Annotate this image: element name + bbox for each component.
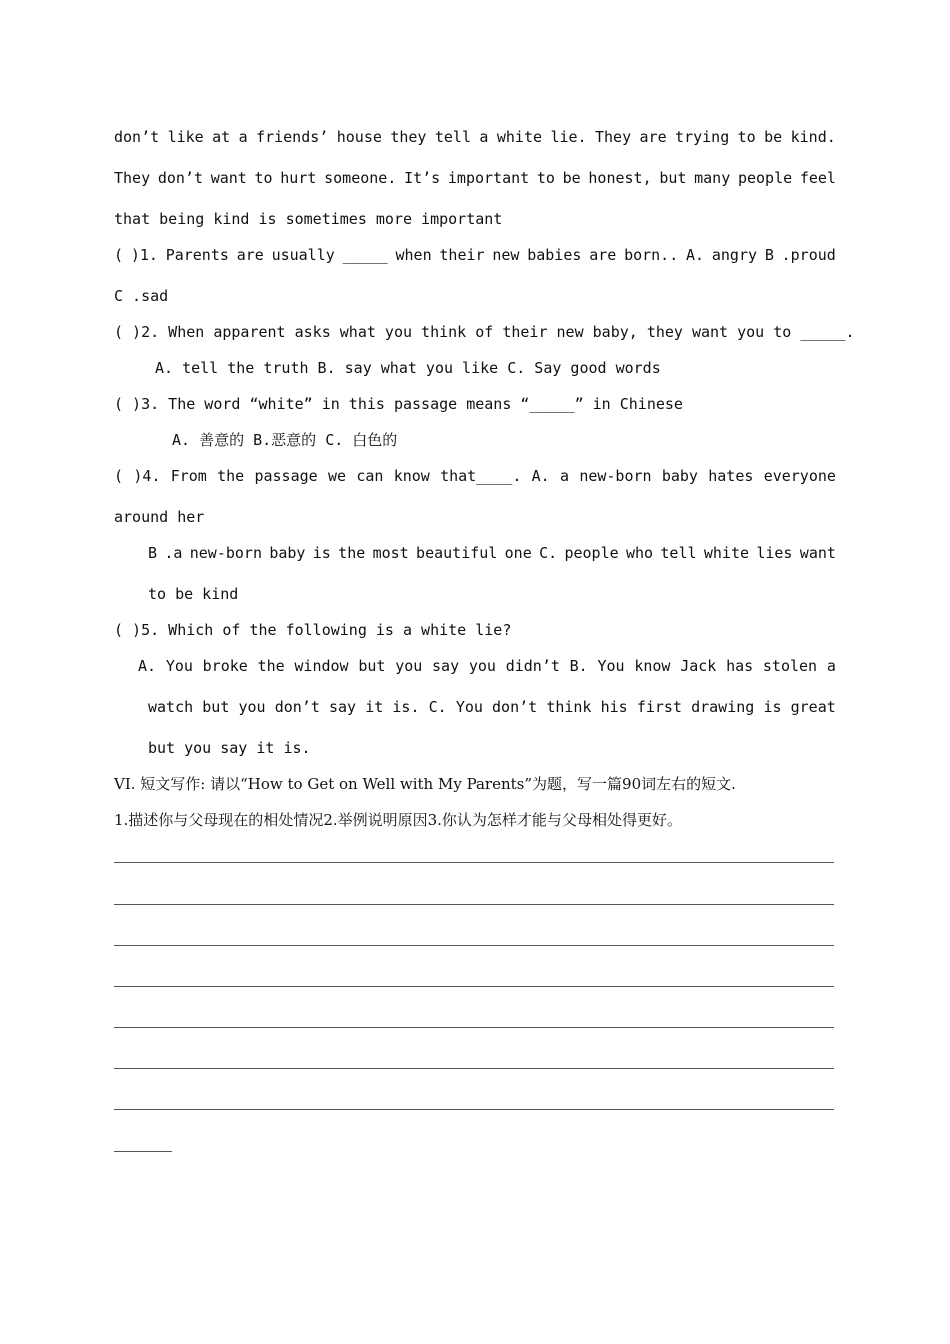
word: kind. bbox=[790, 128, 836, 146]
word: You bbox=[165, 657, 193, 675]
answer-line-7[interactable] bbox=[114, 1109, 834, 1110]
word: it bbox=[365, 698, 384, 716]
word: stolen bbox=[762, 657, 818, 675]
answer-line-5[interactable] bbox=[114, 1027, 834, 1028]
word: everyone bbox=[763, 467, 836, 485]
word: lie. bbox=[550, 128, 587, 146]
word: Parents bbox=[165, 246, 229, 264]
question-5-options-line-2 bbox=[148, 697, 836, 717]
passage-line-3: that being kind is sometimes more important bbox=[114, 210, 503, 228]
word: passage bbox=[254, 467, 318, 485]
word: don’t bbox=[492, 698, 538, 716]
word: C. bbox=[428, 698, 447, 716]
word: think bbox=[546, 698, 592, 716]
word: people bbox=[564, 544, 619, 562]
word: You bbox=[597, 657, 625, 675]
word: window bbox=[294, 657, 349, 675]
word: white bbox=[703, 544, 750, 562]
question-1-continuation: C .sad bbox=[114, 287, 169, 305]
word: a bbox=[479, 128, 489, 146]
word: _____ bbox=[342, 246, 388, 264]
word: broke bbox=[202, 657, 248, 675]
word: the bbox=[257, 657, 285, 675]
word: say bbox=[329, 698, 357, 716]
word: hates bbox=[708, 467, 754, 485]
word: born.. bbox=[624, 246, 679, 264]
word: white bbox=[496, 128, 543, 146]
word: to bbox=[254, 169, 273, 187]
word: who bbox=[625, 544, 654, 562]
answer-line-4[interactable] bbox=[114, 986, 834, 987]
word: feel bbox=[799, 169, 836, 187]
word: they bbox=[390, 128, 427, 146]
word: we bbox=[327, 467, 347, 485]
passage-line-1 bbox=[114, 127, 836, 147]
word: at bbox=[212, 128, 231, 146]
word: hurt bbox=[280, 169, 317, 187]
writing-heading: VI. 短文写作: 请以“How to Get on Well with My Parents”为题，写一篇90词左右的短文. bbox=[114, 775, 736, 793]
word: is bbox=[312, 544, 331, 562]
answer-line-2[interactable] bbox=[114, 904, 834, 905]
word: baby bbox=[269, 544, 306, 562]
question-4-options-line-1 bbox=[148, 543, 836, 563]
word: B bbox=[148, 544, 158, 562]
word: the bbox=[217, 467, 245, 485]
word: the bbox=[338, 544, 366, 562]
word: are bbox=[236, 246, 264, 264]
word: a bbox=[560, 467, 570, 485]
word: important bbox=[447, 169, 530, 187]
question-3-options: A. 善意的 B.恶意的 C. 白色的 bbox=[172, 431, 398, 449]
word: baby bbox=[661, 467, 698, 485]
word: B. bbox=[569, 657, 588, 675]
word: usually bbox=[271, 246, 335, 264]
word: to bbox=[737, 128, 756, 146]
word: want bbox=[799, 544, 836, 562]
word: .a bbox=[164, 544, 183, 562]
word: B bbox=[764, 246, 774, 264]
word: Jack bbox=[680, 657, 717, 675]
word: like bbox=[167, 128, 204, 146]
word: to bbox=[536, 169, 555, 187]
word: house bbox=[336, 128, 382, 146]
word: a bbox=[826, 657, 836, 675]
word: C. bbox=[539, 544, 558, 562]
word: tell bbox=[434, 128, 471, 146]
question-2-stem: ( )2. When apparent asks what you think of their new baby, they want you to _____. bbox=[114, 323, 855, 341]
word: They bbox=[114, 169, 151, 187]
word: know bbox=[393, 467, 430, 485]
word: don’t bbox=[157, 169, 203, 187]
question-4-continuation: around her bbox=[114, 508, 205, 526]
word: A. bbox=[138, 657, 157, 675]
question-4-options-line-2: to be kind bbox=[148, 585, 239, 603]
word: is bbox=[763, 698, 782, 716]
word: It’s bbox=[404, 169, 441, 187]
word: )4. bbox=[133, 467, 161, 485]
question-5-options-line-3: but you say it is. bbox=[148, 739, 311, 757]
question-5-options-line-1 bbox=[138, 656, 836, 676]
word: is. bbox=[392, 698, 420, 716]
word: first bbox=[636, 698, 682, 716]
word: can bbox=[356, 467, 384, 485]
word: didn’t bbox=[505, 657, 560, 675]
word: say bbox=[432, 657, 460, 675]
writing-instructions: 1.描述你与父母现在的相处情况2.举例说明原因3.你认为怎样才能与父母相处得更好。 bbox=[114, 811, 682, 829]
word: babies bbox=[527, 246, 582, 264]
word: someone. bbox=[324, 169, 397, 187]
question-5-stem: ( )5. Which of the following is a white lie? bbox=[114, 621, 512, 639]
word: many bbox=[694, 169, 731, 187]
word: but bbox=[202, 698, 230, 716]
word: new-born bbox=[579, 467, 652, 485]
word: trying bbox=[675, 128, 730, 146]
question-4-stem bbox=[114, 466, 836, 486]
word: that____. bbox=[440, 467, 522, 485]
word: a bbox=[238, 128, 248, 146]
word: when bbox=[395, 246, 432, 264]
word: are bbox=[639, 128, 667, 146]
question-2-options: A. tell the truth B. say what you like C. Say good words bbox=[155, 359, 661, 377]
word: watch bbox=[148, 698, 194, 716]
passage-line-2 bbox=[114, 168, 836, 188]
word: A. bbox=[531, 467, 550, 485]
word: A. bbox=[686, 246, 705, 264]
answer-line-8[interactable] bbox=[114, 1151, 172, 1152]
word: tell bbox=[660, 544, 697, 562]
word: angry bbox=[711, 246, 758, 264]
word: great bbox=[790, 698, 836, 716]
word: be bbox=[764, 128, 783, 146]
word: don’t bbox=[114, 128, 160, 146]
word: drawing bbox=[691, 698, 755, 716]
word: lies bbox=[756, 544, 793, 562]
word: people bbox=[737, 169, 793, 187]
word: new-born bbox=[189, 544, 262, 562]
word: their bbox=[439, 246, 485, 264]
answer-line-6[interactable] bbox=[114, 1068, 834, 1069]
word: honest, bbox=[588, 169, 652, 187]
answer-line-1[interactable] bbox=[114, 862, 834, 863]
word: beautiful bbox=[416, 544, 498, 562]
word: They bbox=[594, 128, 632, 146]
word: you bbox=[395, 657, 423, 675]
word: but bbox=[659, 169, 687, 187]
answer-line-3[interactable] bbox=[114, 945, 834, 946]
word: new bbox=[492, 246, 520, 264]
word: are bbox=[589, 246, 617, 264]
word: You bbox=[455, 698, 483, 716]
word: don’t bbox=[274, 698, 320, 716]
word: .proud bbox=[781, 246, 836, 264]
word: his bbox=[600, 698, 628, 716]
word: most bbox=[372, 544, 409, 562]
word: you bbox=[238, 698, 266, 716]
word: From bbox=[170, 467, 207, 485]
word: but bbox=[358, 657, 386, 675]
word: )1. bbox=[130, 246, 158, 264]
word: know bbox=[634, 657, 671, 675]
word: friends’ bbox=[256, 128, 329, 146]
word: ( bbox=[114, 246, 124, 264]
word: you bbox=[468, 657, 496, 675]
word: one bbox=[504, 544, 532, 562]
word: want bbox=[210, 169, 247, 187]
question-1-stem bbox=[114, 245, 836, 265]
word: has bbox=[726, 657, 754, 675]
word: be bbox=[562, 169, 581, 187]
word: ( bbox=[114, 467, 124, 485]
question-3-stem: ( )3. The word “white” in this passage means “_____” in Chinese bbox=[114, 395, 683, 413]
